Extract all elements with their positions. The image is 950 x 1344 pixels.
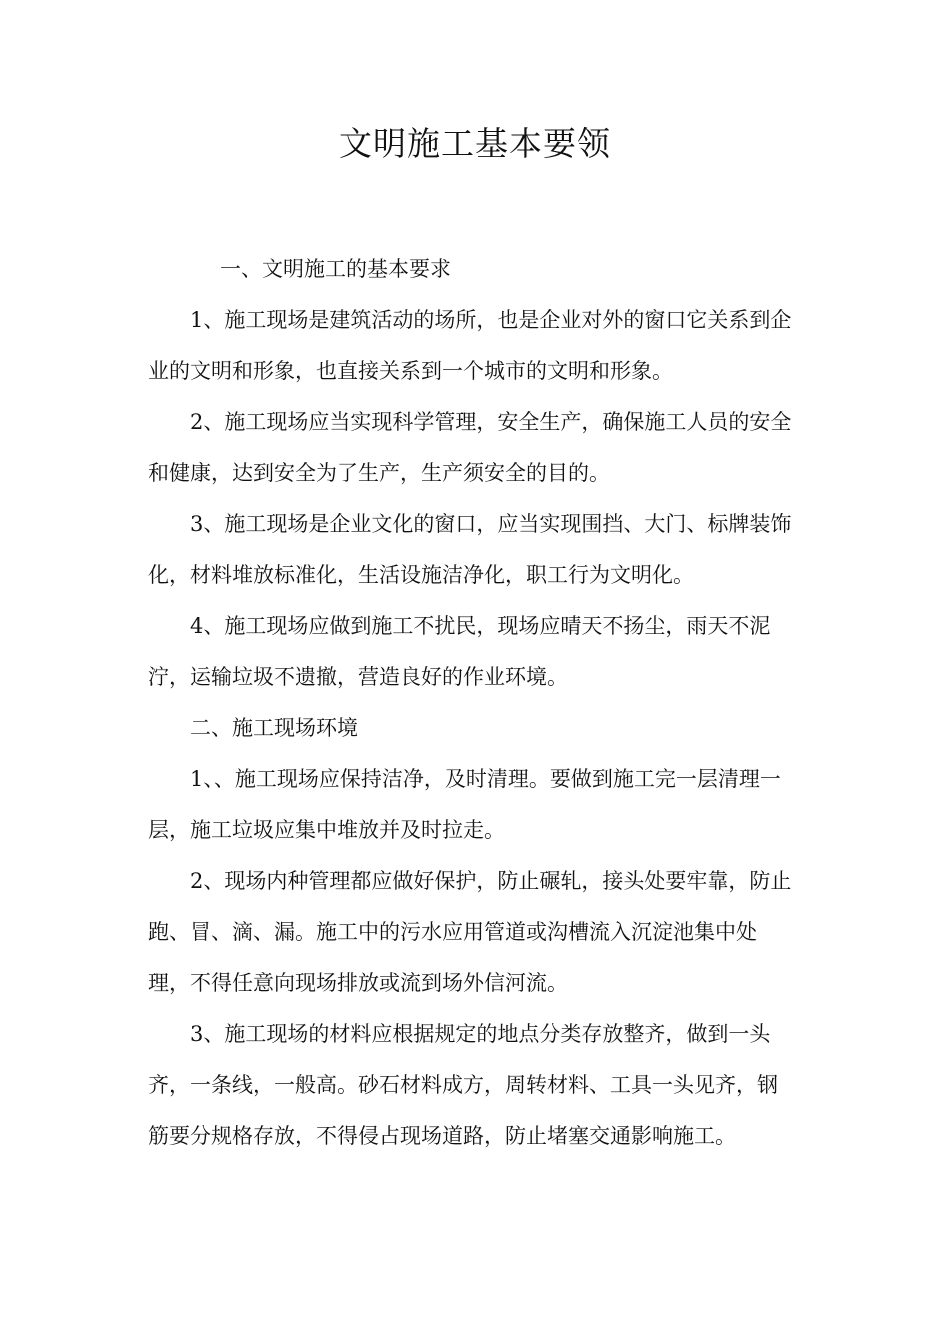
paragraph-2-2: 2、现场内种管理都应做好保护，防止碾轧，接头处要牢靠，防止跑、冒、滴、漏。施工中的污水应用管道或沟槽流入沉淀池集中处理，不得任意向现场排放或流到场外信河流。 [148, 869, 792, 995]
section-heading-2: 二、施工现场环境 [190, 716, 358, 740]
document-body [148, 244, 798, 1162]
paragraph-1-4: 4、施工现场应做到施工不扰民，现场应晴天不扬尘，雨天不泥泞，运输垃圾不遗撤，营造良好的作业环境。 [148, 614, 771, 689]
paragraph-2-3: 3、施工现场的材料应根据规定的地点分类存放整齐，做到一头齐，一条线，一般高。砂石材料成方，周转材料、工具一头见齐，钢筋要分规格存放，不得侵占现场道路，防止堵塞交通影响施工。 [148, 1022, 778, 1148]
paragraph-1-2: 2、施工现场应当实现科学管理，安全生产，确保施工人员的安全和健康，达到安全为了生产，生产须安全的目的。 [148, 410, 792, 485]
document-title: 文明施工基本要领 [339, 124, 611, 163]
section-heading-1: 一、文明施工的基本要求 [220, 257, 451, 281]
paragraph-2-1: 1、、施工现场应保持洁净，及时清理。要做到施工完一层清理一层，施工垃圾应集中堆放并及时拉走。 [148, 767, 781, 842]
paragraph-1-1: 1、施工现场是建筑活动的场所，也是企业对外的窗口它关系到企业的文明和形象，也直接关系到一个城市的文明和形象。 [148, 308, 792, 383]
paragraph-1-3: 3、施工现场是企业文化的窗口，应当实现围挡、大门、标牌装饰化，材料堆放标准化，生活设施洁净化，职工行为文明化。 [148, 512, 792, 587]
